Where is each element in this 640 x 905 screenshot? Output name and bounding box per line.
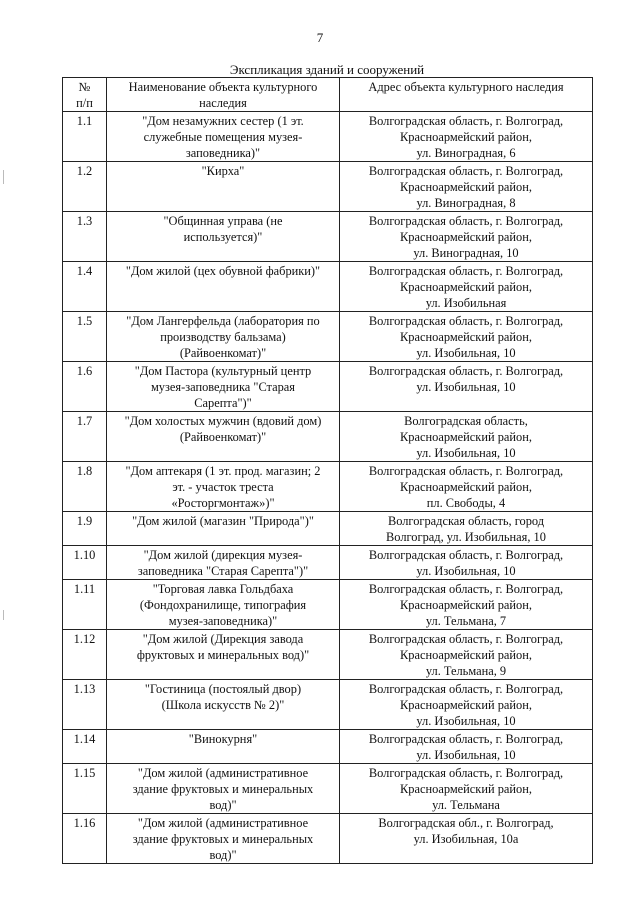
object-name-line: "Винокурня" <box>188 732 258 746</box>
table-row <box>63 730 593 764</box>
object-address-line: Красноармейский район, <box>400 330 532 344</box>
object-address-line: Волгоградская область, г. Волгоград, <box>368 364 564 378</box>
table-caption: Экспликация зданий и сооружений <box>229 62 425 77</box>
object-address <box>340 112 593 162</box>
object-address-line: Волгоградская область, г. Волгоград, <box>368 582 564 596</box>
object-name <box>107 362 340 412</box>
object-address-line: Красноармейский район, <box>400 598 532 612</box>
object-name-line: производству бальзама) <box>160 330 286 344</box>
object-name <box>107 162 340 212</box>
object-name <box>107 764 340 814</box>
object-name-line: "Дом аптекаря (1 эт. прод. магазин; 2 <box>125 464 321 478</box>
object-name <box>107 580 340 630</box>
object-address <box>340 412 593 462</box>
table-row <box>63 512 593 546</box>
object-address-line: Волгоградская область, г. Волгоград, <box>368 164 564 178</box>
object-name <box>107 462 340 512</box>
object-address-line: пл. Свободы, 4 <box>426 496 506 510</box>
object-address-line: Красноармейский район, <box>400 130 532 144</box>
table-row <box>63 162 593 212</box>
object-address-line: ул. Виноградная, 8 <box>416 196 516 210</box>
object-address-line: Красноармейский район, <box>400 230 532 244</box>
header-number-line: п/п <box>76 96 93 110</box>
object-address-line: Красноармейский район, <box>400 280 532 294</box>
object-address <box>340 730 593 764</box>
row-number: 1.3 <box>63 212 107 262</box>
object-address-line: ул. Изобильная <box>425 296 507 310</box>
object-address-line: ул. Тельмана, 9 <box>425 664 507 678</box>
row-number: 1.2 <box>63 162 107 212</box>
object-name-line: фруктовых и минеральных вод)" <box>136 648 310 662</box>
header-object-name-line: наследия <box>199 96 247 110</box>
table-row <box>63 546 593 580</box>
object-name <box>107 112 340 162</box>
object-name <box>107 412 340 462</box>
row-number: 1.5 <box>63 312 107 362</box>
row-number: 1.10 <box>63 546 107 580</box>
object-address <box>340 680 593 730</box>
table-row <box>63 362 593 412</box>
object-address <box>340 462 593 512</box>
row-number: 1.1 <box>63 112 107 162</box>
object-address-line: Волгоградская область, <box>404 414 528 428</box>
object-address <box>340 312 593 362</box>
object-name-line: (Школа искусств № 2)" <box>161 698 285 712</box>
object-name-line: "Дом жилой (административное <box>137 816 309 830</box>
object-name-line: "Торговая лавка Гольдбаха <box>152 582 294 596</box>
object-address-line: Волгоградская область, г. Волгоград, <box>368 682 564 696</box>
object-name <box>107 512 340 546</box>
object-name-line: (Фондохранилище, типография <box>139 598 307 612</box>
object-address-line: Красноармейский район, <box>400 648 532 662</box>
row-number: 1.16 <box>63 814 107 864</box>
table-row <box>63 580 593 630</box>
object-name-line: "Общинная управа (не <box>163 214 283 228</box>
object-address <box>340 362 593 412</box>
table-row <box>63 312 593 362</box>
row-number: 1.14 <box>63 730 107 764</box>
object-address-line: Красноармейский район, <box>400 698 532 712</box>
object-address-line: Волгоградская область, г. Волгоград, <box>368 632 564 646</box>
object-address-line: Волгоград, ул. Изобильная, 10 <box>386 530 546 544</box>
object-name-line: Сарепта")" <box>194 396 252 410</box>
page-number: 7 <box>316 30 324 45</box>
object-name-line: заповедника "Старая Сарепта")" <box>137 564 309 578</box>
object-address-line: Волгоградская область, г. Волгоград, <box>368 732 564 746</box>
object-address-line: ул. Изобильная, 10 <box>416 564 516 578</box>
row-number: 1.9 <box>63 512 107 546</box>
object-name <box>107 730 340 764</box>
table-row <box>63 680 593 730</box>
object-name-line: вод)" <box>209 848 237 862</box>
object-address-line: ул. Виноградная, 10 <box>413 246 519 260</box>
object-address-line: Волгоградская область, г. Волгоград, <box>368 264 564 278</box>
table-row <box>63 412 593 462</box>
object-name-line: здание фруктовых и минеральных <box>132 832 314 846</box>
object-address <box>340 764 593 814</box>
object-address <box>340 212 593 262</box>
object-address <box>340 512 593 546</box>
header-object-address <box>340 78 593 112</box>
object-name-line: "Дом незамужних сестер (1 эт. <box>142 114 304 128</box>
object-address-line: Красноармейский район, <box>400 430 532 444</box>
row-number: 1.13 <box>63 680 107 730</box>
object-address-line: Волгоградская обл., г. Волгоград, <box>378 816 554 830</box>
object-address-line: Красноармейский район, <box>400 180 532 194</box>
object-name <box>107 312 340 362</box>
object-address-line: ул. Изобильная, 10 <box>416 346 516 360</box>
object-address-line: ул. Виноградная, 6 <box>416 146 516 160</box>
header-number <box>63 78 107 112</box>
object-name-line: вод)" <box>209 798 237 812</box>
object-address-line: ул. Изобильная, 10а <box>413 832 519 846</box>
object-address-line: Волгоградская область, город <box>387 514 545 528</box>
header-object-address-line: Адрес объекта культурного наследия <box>368 80 564 94</box>
object-name-line: используется)" <box>183 230 263 244</box>
object-address <box>340 814 593 864</box>
object-address-line: Волгоградская область, г. Волгоград, <box>368 766 564 780</box>
object-address <box>340 262 593 312</box>
object-address-line: ул. Тельмана, 7 <box>425 614 507 628</box>
object-name-line: "Дом Пастора (культурный центр <box>134 364 312 378</box>
row-number: 1.6 <box>63 362 107 412</box>
object-name-line: «Росторгмонтаж»)" <box>171 496 275 510</box>
object-name <box>107 262 340 312</box>
object-name-line: "Дом Лангерфельда (лаборатория по <box>126 314 320 328</box>
table-header-row <box>63 78 593 112</box>
object-name-line: "Дом жилой (дирекция музея- <box>143 548 303 562</box>
object-name-line: служебные помещения музея- <box>143 130 303 144</box>
object-address <box>340 630 593 680</box>
object-address <box>340 162 593 212</box>
object-address-line: Волгоградская область, г. Волгоград, <box>368 114 564 128</box>
object-name <box>107 680 340 730</box>
object-name <box>107 212 340 262</box>
object-name-line: заповедника)" <box>185 146 261 160</box>
table-row <box>63 262 593 312</box>
object-address <box>340 580 593 630</box>
header-object-name <box>107 78 340 112</box>
table-row <box>63 764 593 814</box>
object-name <box>107 630 340 680</box>
object-address-line: ул. Изобильная, 10 <box>416 748 516 762</box>
object-name-line: "Дом жилой (магазин "Природа")" <box>132 514 314 528</box>
table-row <box>63 630 593 680</box>
object-address-line: Волгоградская область, г. Волгоград, <box>368 314 564 328</box>
object-name-line: "Дом жилой (цех обувной фабрики)" <box>125 264 321 278</box>
object-name-line: музея-заповедника "Старая <box>150 380 296 394</box>
object-address-line: Красноармейский район, <box>400 782 532 796</box>
object-address-line: Волгоградская область, г. Волгоград, <box>368 214 564 228</box>
explication-table <box>62 77 593 864</box>
table-body <box>63 112 593 864</box>
object-address-line: ул. Изобильная, 10 <box>416 714 516 728</box>
object-name-line: (Райвоенкомат)" <box>179 430 267 444</box>
header-number-line: № <box>78 80 91 94</box>
table-row <box>63 462 593 512</box>
scan-margin-mark <box>3 170 4 184</box>
row-number: 1.4 <box>63 262 107 312</box>
table-row <box>63 814 593 864</box>
object-name-line: эт. - участок треста <box>172 480 274 494</box>
object-name-line: "Гостиница (постоялый двор) <box>144 682 302 696</box>
object-name <box>107 814 340 864</box>
object-name-line: здание фруктовых и минеральных <box>132 782 314 796</box>
table-row <box>63 112 593 162</box>
scan-margin-mark <box>3 610 4 620</box>
object-name-line: "Дом жилой (Дирекция завода <box>142 632 304 646</box>
row-number: 1.7 <box>63 412 107 462</box>
object-address-line: ул. Тельмана <box>432 798 500 812</box>
row-number: 1.15 <box>63 764 107 814</box>
row-number: 1.12 <box>63 630 107 680</box>
object-name-line: "Дом холостых мужчин (вдовий дом) <box>124 414 322 428</box>
object-address-line: Волгоградская область, г. Волгоград, <box>368 464 564 478</box>
table-row <box>63 212 593 262</box>
object-address-line: Красноармейский район, <box>400 480 532 494</box>
object-name-line: "Кирха" <box>201 164 245 178</box>
object-name <box>107 546 340 580</box>
object-address-line: Волгоградская область, г. Волгоград, <box>368 548 564 562</box>
object-name-line: "Дом жилой (административное <box>137 766 309 780</box>
header-object-name-line: Наименование объекта культурного <box>128 80 318 94</box>
object-address <box>340 546 593 580</box>
row-number: 1.11 <box>63 580 107 630</box>
object-name-line: музея-заповедника)" <box>168 614 278 628</box>
row-number: 1.8 <box>63 462 107 512</box>
object-address-line: ул. Изобильная, 10 <box>416 446 516 460</box>
object-address-line: ул. Изобильная, 10 <box>416 380 516 394</box>
object-name-line: (Райвоенкомат)" <box>179 346 267 360</box>
